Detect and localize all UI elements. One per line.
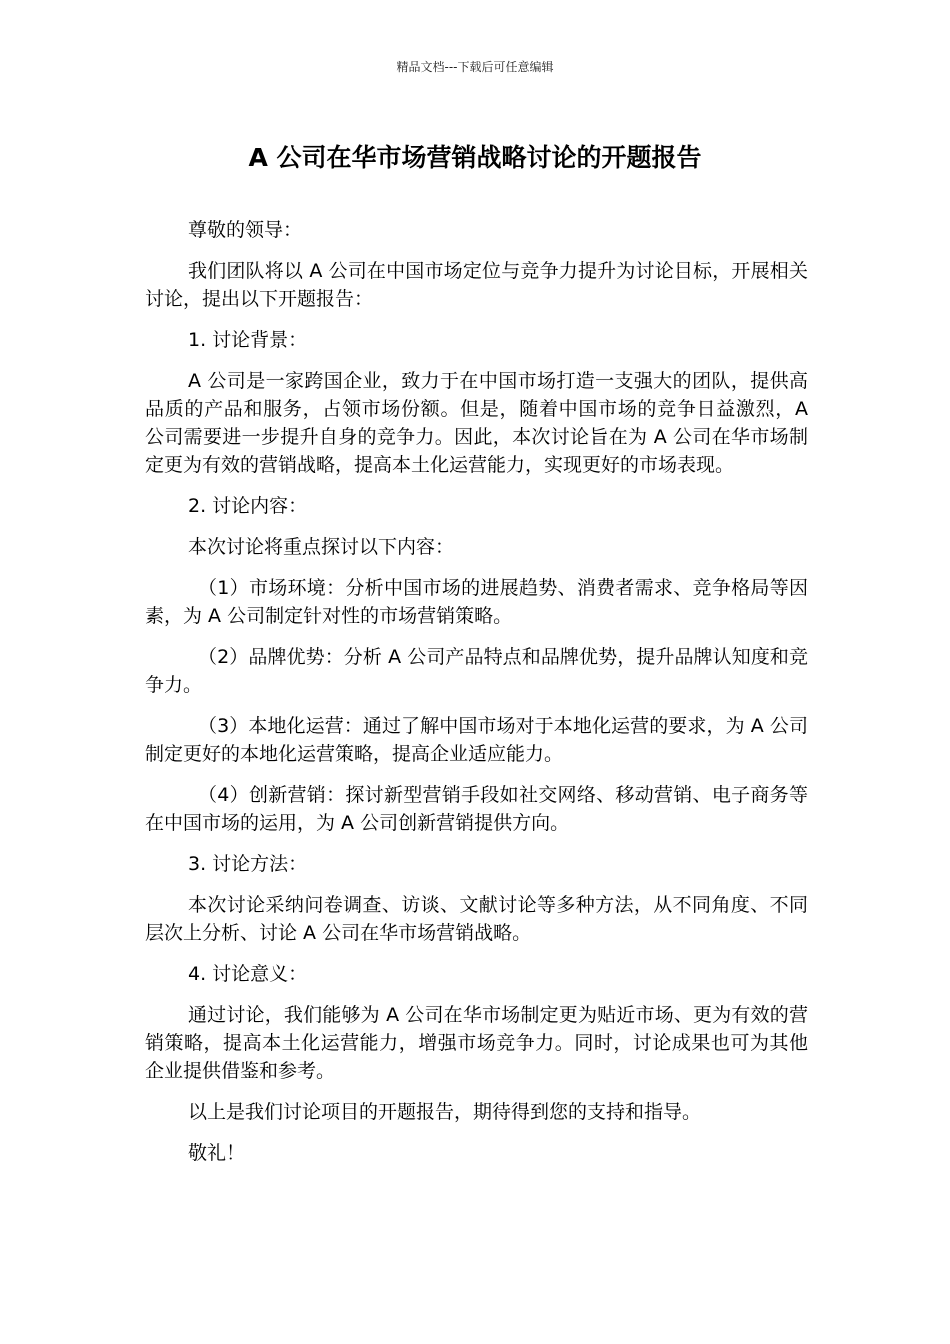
document-body: [145, 216, 808, 1180]
intro-paragraph: 我们团队将以 A 公司在中国市场定位与竞争力提升为讨论目标，开展相关讨论，提出以下开题报告：: [145, 260, 808, 310]
content-list-item-market: （1）市场环境：分析中国市场的进展趋势、消费者需求、竞争格局等因素，为 A 公司制定针对性的市场营销策略。: [145, 577, 808, 627]
conclusion-paragraph: 以上是我们讨论项目的开题报告，期待得到您的支持和指导。: [188, 1101, 702, 1123]
closing: 敬礼！: [188, 1142, 246, 1164]
section-heading-significance: 4. 讨论意义：: [188, 963, 308, 985]
background-paragraph: A 公司是一家跨国企业，致力于在中国市场打造一支强大的团队，提供高品质的产品和服务，占领市场份额。但是，随着中国市场的竞争日益激烈，A 公司需要进一步提升自身的竞争力。因此，本次讨论旨在为 A 公司在华市场制定更为有效的营销战略，提高本土化运营能力，实现更好的市场表现。: [145, 370, 808, 476]
section-heading-method: 3. 讨论方法：: [188, 853, 308, 875]
content-list-item-innovation: （4）创新营销：探讨新型营销手段如社交网络、移动营销、电子商务等在中国市场的运用，为 A 公司创新营销提供方向。: [145, 784, 808, 834]
significance-paragraph: 通过讨论，我们能够为 A 公司在华市场制定更为贴近市场、更为有效的营销策略，提高本土化运营能力，增强市场竞争力。同时，讨论成果也可为其他企业提供借鉴和参考。: [145, 1004, 808, 1082]
content-list-item-localization: （3）本地化运营：通过了解中国市场对于本地化运营的要求，为 A 公司制定更好的本地化运营策略，提高企业适应能力。: [145, 715, 808, 765]
salutation: 尊敬的领导：: [188, 219, 303, 241]
content-intro-paragraph: 本次讨论将重点探讨以下内容：: [188, 536, 455, 558]
section-heading-background: 1. 讨论背景：: [188, 329, 308, 351]
document-title: A 公司在华市场营销战略讨论的开题报告: [248, 143, 702, 172]
section-heading-content: 2. 讨论内容：: [188, 495, 308, 517]
page-header-note: 精品文档---下载后可任意编辑: [396, 60, 554, 74]
content-list-item-brand: （2）品牌优势：分析 A 公司产品特点和品牌优势，提升品牌认知度和竞争力。: [145, 646, 808, 696]
method-paragraph: 本次讨论采纳问卷调查、访谈、文献讨论等多种方法，从不同角度、不同层次上分析、讨论 A 公司在华市场营销战略。: [145, 894, 808, 944]
